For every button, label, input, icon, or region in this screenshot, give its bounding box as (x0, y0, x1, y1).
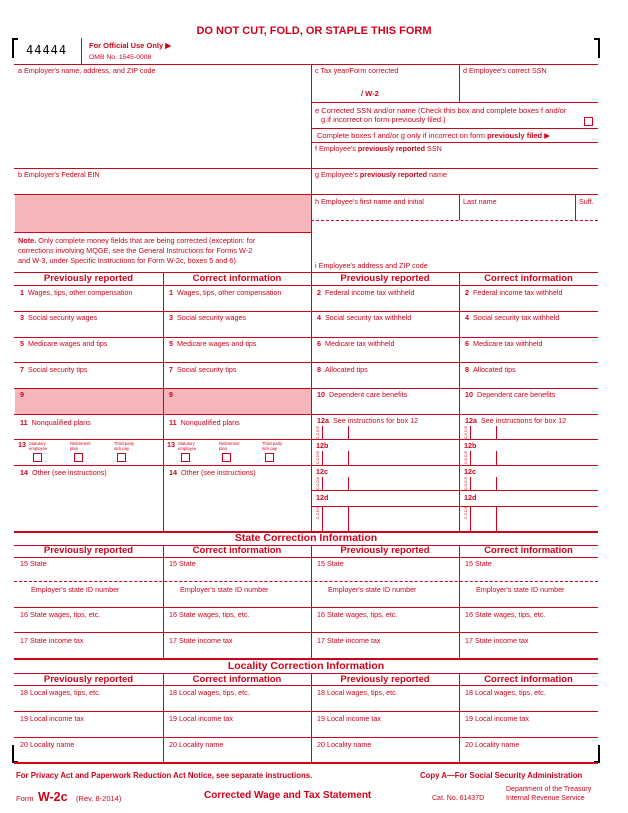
local-20-label-4: 20 Locality name (465, 740, 520, 749)
col-header-prev-2: Previously reported (340, 273, 430, 284)
box-14-corr-label (169, 468, 256, 477)
form-id (16, 788, 121, 806)
box-g-label (315, 170, 447, 179)
box-5-prev-label (20, 339, 108, 348)
box-7c-text: Social security tips (177, 365, 237, 374)
employer-ein-field[interactable] (16, 180, 309, 194)
state-16-label-4: 16 State wages, tips, etc. (465, 610, 546, 619)
thirdparty-checkbox-corr[interactable] (265, 453, 274, 462)
local-div-1 (163, 673, 164, 763)
box-12a-corr-code-field[interactable] (471, 426, 491, 438)
previously-reported-ssn-field[interactable] (316, 154, 596, 167)
f-pre: f Employee's (315, 144, 358, 153)
box-11-corr-label (169, 418, 240, 427)
state-17-label-1: 17 State income tax (20, 636, 84, 645)
statutory-checkbox-prev[interactable] (33, 453, 42, 462)
box-1-num: 1 (20, 288, 24, 297)
local-18-label-3: 18 Local wages, tips, etc. (317, 688, 398, 697)
g-pre: g Employee's (315, 170, 360, 179)
rule-state-15-dashed (14, 581, 598, 582)
rule-f (311, 168, 598, 169)
rule-state-15 (14, 607, 598, 608)
box-6-num: 6 (317, 339, 321, 348)
control-number: 44444 (26, 43, 68, 57)
box-14-num: 14 (20, 468, 28, 477)
state-17-label-4: 17 State income tax (465, 636, 529, 645)
catalog-number: Cat. No. 61437D (432, 795, 485, 802)
control-divider (81, 38, 82, 65)
box-12b-corr-code-field[interactable] (471, 451, 491, 464)
last-name-field[interactable] (462, 207, 572, 219)
state-header-prev-1: Previously reported (43, 545, 134, 556)
code-label-12c-corr: C O D E (464, 477, 468, 491)
box-7-prev-label (20, 365, 88, 374)
code-label-12a-prev: C O D E (316, 426, 320, 440)
corner-mark-top-right-v (598, 38, 600, 58)
local-20-label-2: 20 Locality name (169, 740, 224, 749)
box-3-prev-label (20, 313, 97, 322)
box-13-corr-label: 13 (167, 440, 175, 449)
state-15-label-1: 15 State (20, 559, 47, 568)
state-header-prev-2: Previously reported (340, 545, 430, 556)
local-header-prev-1: Previously reported (43, 674, 134, 685)
box-8c-text: Allocated tips (473, 365, 516, 374)
box-1-prev-label (20, 288, 132, 297)
local-19-label-4: 19 Local income tax (465, 714, 529, 723)
shaded-block-ab (15, 195, 311, 232)
state-header-corr-2: Correct information (484, 545, 573, 556)
box-8-text: Allocated tips (325, 365, 368, 374)
code-label-12d-prev: C O D E (316, 506, 320, 520)
locality-correction-title: Locality Correction Information (227, 660, 385, 672)
box-7c-num: 7 (169, 365, 173, 374)
f-post: SSN (425, 144, 442, 153)
box-4-corr-label (465, 313, 559, 322)
box-3-num: 3 (20, 313, 24, 322)
box-7-text: Social security tips (28, 365, 88, 374)
box-9-corr-label: 9 (169, 390, 173, 399)
col-header-corr-1: Correct information (192, 273, 282, 284)
complete-pre: Complete boxes f and/or g only if incorrect on form (317, 131, 488, 140)
retirement-label-prev: Retirement plan (70, 441, 91, 451)
top-warning: DO NOT CUT, FOLD, OR STAPLE THIS FORM (196, 25, 432, 37)
box-6-text: Medicare tax withheld (325, 339, 395, 348)
box-11c-text: Nonqualified plans (180, 418, 240, 427)
box-14-corr-field[interactable] (166, 478, 309, 528)
state-id-label-3: Employer's state ID number (328, 585, 417, 594)
rule-col-header (14, 285, 598, 286)
divider-h-last (459, 194, 460, 220)
employee-address-field[interactable] (316, 222, 596, 258)
box-10c-text: Dependent care benefits (477, 390, 556, 399)
rule-e (311, 128, 598, 129)
retirement-checkbox-corr[interactable] (222, 453, 231, 462)
code-div-12c-prev (322, 477, 323, 490)
box-8-prev-label (317, 365, 368, 374)
box-12a-prev-label (317, 416, 418, 425)
box-1c-num: 1 (169, 288, 173, 297)
previously-reported-name-field[interactable] (316, 180, 596, 193)
state-16-label-1: 16 State wages, tips, etc. (20, 610, 101, 619)
box-e-line2: g if incorrect on form previously filed.) (321, 115, 446, 124)
box-12ac-text: See instructions for box 12 (481, 416, 567, 425)
box-8-corr-label (465, 365, 516, 374)
box-2-text: Federal income tax withheld (325, 288, 415, 297)
rule-row-5 (14, 414, 598, 415)
state-17-label-3: 17 State income tax (317, 636, 381, 645)
local-header-corr-1: Correct information (192, 674, 282, 685)
state-id-label-1: Employer's state ID number (31, 585, 120, 594)
local-div-2 (311, 673, 312, 763)
complete-boxes-instruction (317, 131, 550, 140)
box-11-text: Nonqualified plans (31, 418, 91, 427)
col-header-corr-2: Correct information (484, 273, 573, 284)
code-div2-12b-corr (496, 451, 497, 465)
rule-a-b (14, 168, 311, 169)
code-div2-12a-prev (348, 426, 349, 439)
box-6-prev-label (317, 339, 395, 348)
box-5-num: 5 (20, 339, 24, 348)
box-d-label: d Employee's correct SSN (463, 66, 547, 75)
omb-number: OMB No. 1545-0008 (89, 54, 152, 61)
note-text (18, 236, 255, 266)
state-div-1 (163, 545, 164, 658)
box-11c-num: 11 (169, 418, 177, 427)
box-12a-text: See instructions for box 12 (333, 416, 419, 425)
box-3c-num: 3 (169, 313, 173, 322)
note-line-3: and W-3, under Specific Instructions for Form W-2c, boxes 5 and 6). (18, 256, 238, 265)
state-16-label-2: 16 State wages, tips, etc. (169, 610, 250, 619)
box-6-corr-label (465, 339, 543, 348)
box-14c-num: 14 (169, 468, 177, 477)
box-9-prev-shaded (15, 389, 163, 414)
rule-state-16 (14, 632, 598, 633)
box-12b-corr-label: 12b (464, 441, 477, 450)
state-div-2 (311, 545, 312, 658)
rule-state-hdr (14, 557, 598, 558)
local-header-prev-2: Previously reported (340, 674, 430, 685)
local-header-corr-2: Correct information (484, 674, 573, 685)
state-header-corr-1: Correct information (192, 545, 282, 556)
box-10-num: 10 (317, 390, 325, 399)
box-5-corr-label (169, 339, 257, 348)
box-2c-num: 2 (465, 288, 469, 297)
box-10-corr-label (465, 390, 555, 399)
box-5-text: Medicare wages and tips (28, 339, 108, 348)
thirdparty-checkbox-prev[interactable] (117, 453, 126, 462)
box-4-text: Social security tax withheld (325, 313, 412, 322)
rule-h-dashed (311, 220, 598, 221)
box-12d-corr-label: 12d (464, 493, 477, 502)
last-name-label: Last name (463, 197, 497, 206)
code-div2-12a-corr (496, 426, 497, 439)
rule-shade (14, 232, 311, 233)
form-name: W-2c (37, 790, 68, 804)
rule-local-end (14, 762, 598, 764)
rule-local-hdr (14, 685, 598, 686)
state-div-3 (459, 545, 460, 658)
corrected-ssn-name-checkbox[interactable] (584, 117, 593, 126)
note-line-1: Only complete money fields that are being corrected (exception: for (36, 236, 256, 245)
box-2c-text: Federal income tax withheld (473, 288, 563, 297)
box-12c-corr-label: 12c (464, 467, 476, 476)
state-15-label-4: 15 State (465, 559, 492, 568)
box-e-line1: e Corrected SSN and/or name (Check this box and complete boxes f and/or (315, 106, 567, 115)
copy-a-label: Copy A—For Social Security Administration (420, 771, 583, 780)
box-14c-text: Other (see instructions) (181, 468, 256, 477)
rule-g (311, 194, 598, 195)
code-label-12b-prev: C O D E (316, 451, 320, 465)
code-div-12d-prev (322, 506, 323, 531)
box-2-corr-label (465, 288, 563, 297)
box-i-label: i Employee's address and ZIP code (315, 261, 428, 270)
suffix-label: Suff. (579, 197, 594, 206)
code-label-12a-corr: C O D E (464, 426, 468, 440)
code-div-12c-corr (470, 477, 471, 490)
department-line-2: Internal Revenue Service (506, 795, 585, 802)
thirdparty-label-prev: Third-party sick pay (114, 441, 135, 451)
box-3-corr-label (169, 313, 246, 322)
retirement-label-corr: Retirement plan (219, 441, 240, 451)
box-c-value: / W-2 (361, 89, 379, 98)
box-4-num: 4 (317, 313, 321, 322)
box-h-label: h Employee's first name and initial (315, 197, 424, 206)
box-14-prev-field[interactable] (17, 478, 161, 528)
box-2-prev-label (317, 288, 415, 297)
official-use-label: For Official Use Only ▶ (89, 41, 172, 50)
box-7-num: 7 (20, 365, 24, 374)
box-12a-corr-label (465, 416, 566, 425)
suffix-field[interactable] (578, 207, 596, 219)
box-3-text: Social security wages (28, 313, 98, 322)
local-18-label-2: 18 Local wages, tips, etc. (169, 688, 250, 697)
employer-name-address-field[interactable] (16, 76, 309, 167)
rule-local-19 (14, 737, 598, 738)
box-10-text: Dependent care benefits (329, 390, 408, 399)
box-8-num: 8 (317, 365, 321, 374)
box-6c-num: 6 (465, 339, 469, 348)
box-a-label: a Employer's name, address, and ZIP code (18, 66, 156, 75)
form-revision: (Rev. 8-2014) (76, 794, 122, 803)
local-div-3 (459, 673, 460, 763)
box-12d-prev-label: 12d (316, 493, 329, 502)
box-1-text: Wages, tips, other compensation (28, 288, 133, 297)
box-3c-text: Social security wages (177, 313, 247, 322)
code-label-12c-prev: C O D E (316, 477, 320, 491)
code-div2-12c-corr (496, 477, 497, 490)
rule-row-6 (14, 439, 598, 440)
code-div-12d-corr (470, 506, 471, 531)
box-1-corr-label (169, 288, 281, 297)
state-15-label-3: 15 State (317, 559, 344, 568)
thirdparty-label-corr: Third-party sick pay (262, 441, 283, 451)
local-19-label-3: 19 Local income tax (317, 714, 381, 723)
box-10c-num: 10 (465, 390, 473, 399)
rule-row-12c-b (311, 506, 598, 507)
col-header-prev-1: Previously reported (43, 273, 134, 284)
local-20-label-3: 20 Locality name (317, 740, 372, 749)
box-12a-prev-code-field[interactable] (323, 426, 343, 438)
box-14-text: Other (see instructions) (32, 468, 107, 477)
state-16-label-3: 16 State wages, tips, etc. (317, 610, 398, 619)
rule-local-18 (14, 711, 598, 712)
code-div2-12d-prev (348, 506, 349, 531)
box-5c-text: Medicare wages and tips (177, 339, 257, 348)
box-9-corr-shaded (164, 389, 311, 414)
box-f-label (315, 144, 442, 153)
box-12ac-num: 12a (465, 416, 477, 425)
box-12b-prev-code-field[interactable] (323, 451, 343, 464)
rule-cd (311, 102, 598, 103)
box-11-num: 11 (20, 418, 28, 427)
rule-row-1 (14, 311, 598, 312)
box-4c-text: Social security tax withheld (473, 313, 560, 322)
box-11-prev-label (20, 418, 91, 427)
statutory-label-prev: Statutory employee (29, 441, 48, 451)
box-1c-text: Wages, tips, other compensation (177, 288, 282, 297)
divider-last-suff (575, 194, 576, 220)
box-14-prev-label (20, 468, 107, 477)
code-label-12b-corr: C O D E (464, 451, 468, 465)
state-17-label-2: 17 State income tax (169, 636, 233, 645)
code-div2-12d-corr (496, 506, 497, 531)
employee-correct-ssn-field[interactable] (462, 76, 596, 100)
form-word: Form (16, 794, 34, 803)
retirement-checkbox-prev[interactable] (74, 453, 83, 462)
box-12a-num: 12a (317, 416, 329, 425)
code-div2-12b-prev (348, 451, 349, 465)
g-bold: previously reported (359, 170, 428, 179)
local-20-label-1: 20 Locality name (20, 740, 75, 749)
box-10-prev-label (317, 390, 407, 399)
privacy-notice: For Privacy Act and Paperwork Reduction Act Notice, see separate instructions. (16, 771, 313, 780)
corner-mark-top-left-v (12, 38, 14, 58)
state-id-label-2: Employer's state ID number (180, 585, 269, 594)
f-bold: previously reported (357, 144, 426, 153)
statutory-label-corr: Statutory employee (178, 441, 197, 451)
g-post: name (427, 170, 448, 179)
code-label-12d-corr: C O D E (464, 506, 468, 520)
local-19-label-2: 19 Local income tax (169, 714, 233, 723)
rule-complete (311, 142, 598, 143)
local-19-label-1: 19 Local income tax (20, 714, 84, 723)
box-6c-text: Medicare tax withheld (473, 339, 543, 348)
box-4c-num: 4 (465, 313, 469, 322)
code-div2-12c-prev (348, 477, 349, 490)
rule-row-2 (14, 337, 598, 338)
tax-year-field[interactable] (316, 76, 356, 96)
rule-row-7 (14, 465, 598, 466)
state-correction-title: State Correction Information (234, 532, 378, 544)
rule-row-12c (311, 490, 598, 491)
local-18-label-4: 18 Local wages, tips, etc. (465, 688, 546, 697)
box-8c-num: 8 (465, 365, 469, 374)
state-15-label-2: 15 State (169, 559, 196, 568)
box-12b-prev-label: 12b (316, 441, 329, 450)
state-id-label-4: Employer's state ID number (476, 585, 565, 594)
complete-arrow: ▶ (544, 131, 550, 140)
box-12c-prev-label: 12c (316, 467, 328, 476)
box-c-label: c Tax year/Form corrected (315, 66, 399, 75)
local-18-label-1: 18 Local wages, tips, etc. (20, 688, 101, 697)
box-9-prev-label: 9 (20, 390, 24, 399)
box-7-corr-label (169, 365, 237, 374)
box-2-num: 2 (317, 288, 321, 297)
box-13-prev-label: 13 (18, 440, 26, 449)
box-5c-num: 5 (169, 339, 173, 348)
statutory-checkbox-corr[interactable] (181, 453, 190, 462)
note-line-2: corrections involving MQGE, see the General Instructions for Forms W-2 (18, 246, 253, 255)
note-bold: Note. (18, 236, 37, 245)
form-title: Corrected Wage and Tax Statement (204, 790, 372, 801)
rule-top (14, 64, 598, 65)
box-b-label: b Employer's Federal EIN (18, 170, 100, 179)
first-name-field[interactable] (316, 207, 456, 219)
department-line-1: Department of the Treasury (506, 786, 592, 793)
complete-bold: previously filed (487, 131, 543, 140)
divider-c-d (459, 64, 460, 102)
rule-row-3 (14, 362, 598, 363)
box-4-prev-label (317, 313, 411, 322)
